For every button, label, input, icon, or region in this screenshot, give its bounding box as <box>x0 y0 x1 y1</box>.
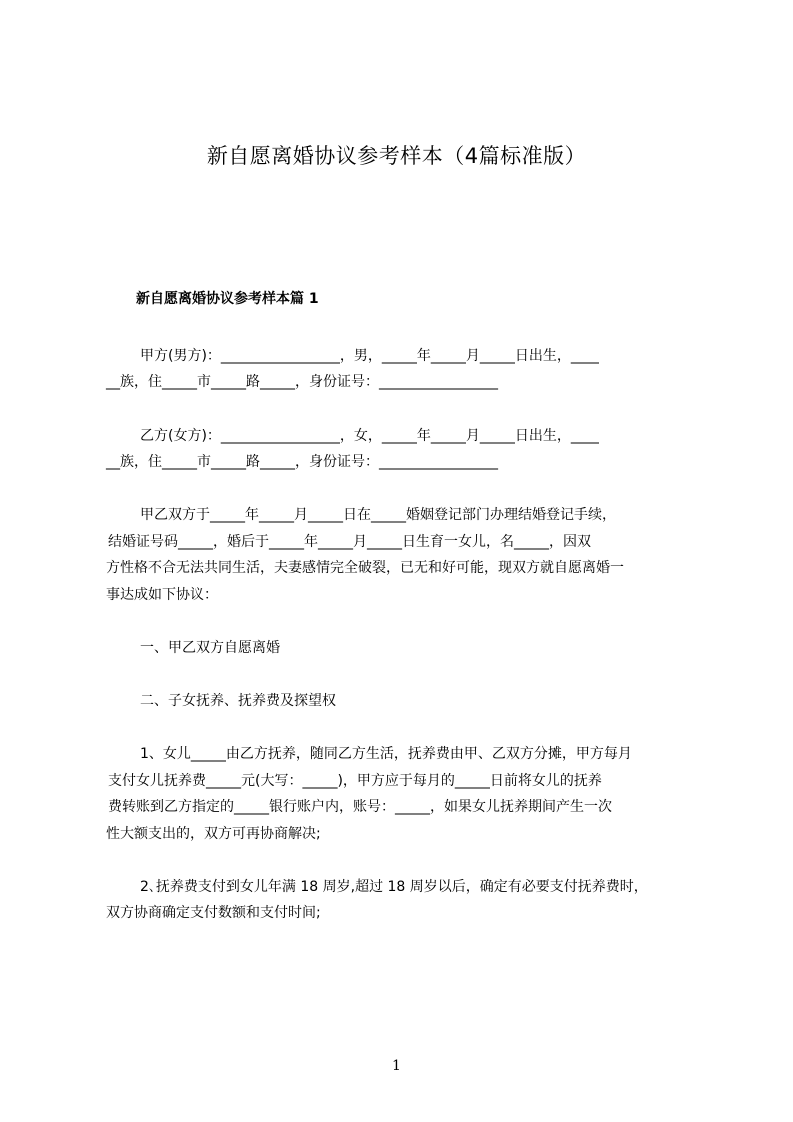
support-duration-line-2: 双方协商确定支付数额和支付时间; <box>106 905 321 921</box>
section-title: 新自愿离婚协议参考样本篇 1 <box>136 291 319 307</box>
child-support-line-4: 性大额支出的，双方可再协商解决; <box>106 826 321 842</box>
party-b-line-2: __族，住_____市_____路_____，身份证号：_________________ <box>106 454 498 470</box>
page-number: 1 <box>392 1058 401 1074</box>
party-a-line-1: 甲方(男方)：_________________，男，_____年_____月_____日出生，____ <box>140 348 599 364</box>
clause-1-heading: 一、甲乙双方自愿离婚 <box>140 640 280 656</box>
marriage-paragraph-line-4: 事达成如下协议： <box>106 587 218 603</box>
document-title: 新自愿离婚协议参考样本（4篇标准版） <box>206 144 587 168</box>
child-support-line-1: 1、女儿_____由乙方抚养，随同乙方生活，抚养费由甲、乙双方分摊，甲方每月 <box>140 746 632 762</box>
marriage-paragraph-line-2: 结婚证号码_____，婚后于_____年_____月_____日生育一女儿，名_____，因双 <box>108 534 591 550</box>
support-duration-line-1: 2､抚养费支付到女儿年满 18 周岁,超过 18 周岁以后，确定有必要支付抚养费时， <box>140 879 648 895</box>
party-a-line-2: __族，住_____市_____路_____，身份证号：_________________ <box>106 374 498 390</box>
clause-2-heading: 二、子女抚养、抚养费及探望权 <box>140 693 336 709</box>
child-support-line-3: 费转账到乙方指定的_____银行账户内，账号：_____，如果女儿抚养期间产生一次 <box>108 799 612 815</box>
party-b-line-1: 乙方(女方)：_________________，女，_____年_____月_____日出生，____ <box>140 428 599 444</box>
marriage-paragraph-line-1: 甲乙双方于_____年_____月_____日在_____婚姻登记部门办理结婚登记手续， <box>140 507 616 523</box>
marriage-paragraph-line-3: 方性格不合无法共同生活，夫妻感情完全破裂，已无和好可能，现双方就自愿离婚一 <box>106 560 624 576</box>
child-support-line-2: 支付女儿抚养费_____元(大写：_____)，甲方应于每月的_____日前将女儿的抚养 <box>108 773 602 789</box>
